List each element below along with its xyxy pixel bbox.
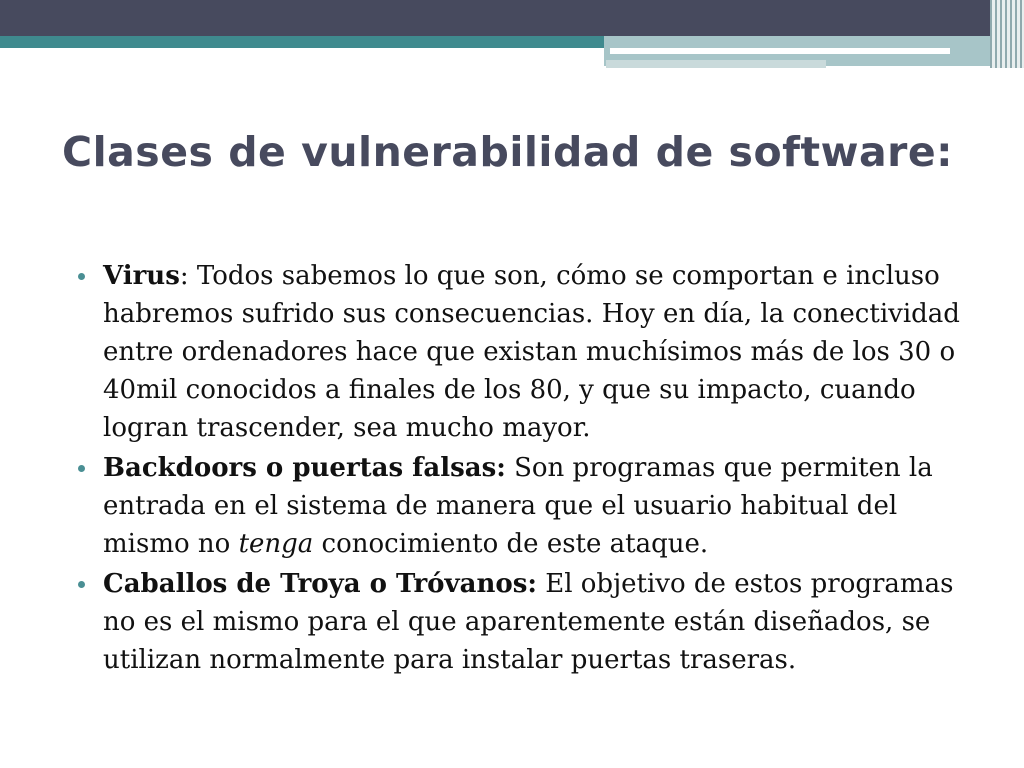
- header-band-dark: [0, 0, 1024, 36]
- bullet-separator: [506, 453, 514, 483]
- bullet-item-virus: [78, 257, 970, 447]
- bullet-item-troyanos: [78, 565, 970, 679]
- bullet-dot-icon: [78, 273, 85, 280]
- bullet-dot-icon: [78, 465, 85, 472]
- bullet-emphasis: tenga: [238, 529, 314, 559]
- bullet-list: [78, 257, 970, 681]
- bullet-text-after: conocimiento de este ataque.: [313, 529, 709, 559]
- header-accent-line: [610, 48, 950, 54]
- bullet-text: El objetivo de estos programas no es el mismo para el que aparentemente están diseñados, se utilizan normalmente para instalar puertas traseras.: [103, 569, 954, 675]
- bullet-text: Todos sabemos lo que son, cómo se comportan e incluso habremos sufrido sus consecuencias. Hoy en día, la conectividad entre ordenadores hace que existan muchísimos más de los 30 o 40mil conocidos a finales de los 80, y que su impacto, cuando logran trascender, sea mucho mayor.: [103, 261, 960, 443]
- bullet-term: Virus: [103, 261, 180, 291]
- bullet-separator: :: [179, 261, 197, 291]
- bullet-dot-icon: [78, 581, 85, 588]
- bullet-separator: [537, 569, 545, 599]
- bullet-text: Son programas que permiten la entrada en el sistema de manera que el usuario habitual del mismo no: [103, 453, 933, 559]
- header-stripes-decoration: [990, 0, 1024, 68]
- bullet-term: Caballos de Troya o Tróvanos:: [103, 569, 537, 599]
- slide-title: Clases de vulnerabilidad de software:: [62, 128, 954, 176]
- header-accent-line-secondary: [606, 60, 826, 68]
- bullet-term: Backdoors o puertas falsas:: [103, 453, 506, 483]
- bullet-item-backdoors: [78, 449, 970, 563]
